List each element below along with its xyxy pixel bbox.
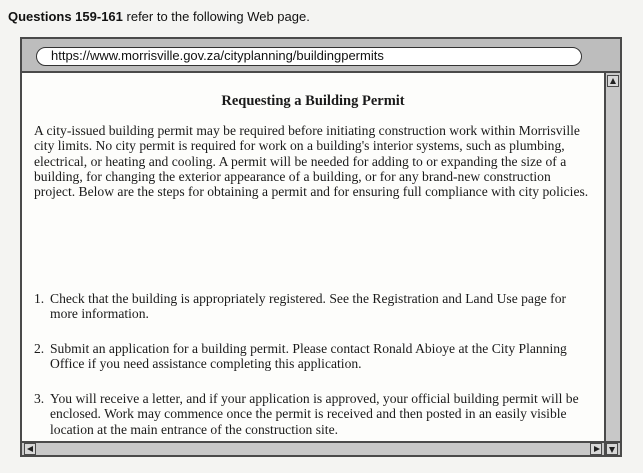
arrow-down-icon: [609, 447, 615, 453]
step-number: 1.: [34, 291, 45, 306]
browser-window: [20, 37, 622, 457]
step-item: [34, 341, 594, 372]
step-text: You will receive a letter, and if your application is approved, your official building permit will be enclosed. Work may commence once the permit is received and then posted in an easily visible location at the main entrance of the construction site.: [50, 391, 579, 437]
scroll-down-button[interactable]: [606, 443, 618, 455]
horizontal-scrollbar[interactable]: [22, 441, 604, 455]
step-number: 2.: [34, 341, 45, 356]
url-bar[interactable]: https://www.morrisville.gov.za/cityplanning/buildingpermits: [36, 47, 582, 66]
arrow-left-icon: [27, 446, 33, 452]
scroll-left-button[interactable]: [24, 443, 36, 455]
arrow-right-icon: [594, 446, 600, 452]
question-instruction: refer to the following Web page.: [126, 9, 310, 24]
step-text: Submit an application for a building permit. Please contact Ronald Abioye at the City Planning Office if you need assistance completing this application.: [50, 341, 567, 372]
intro-paragraph: A city-issued building permit may be required before initiating construction work within Morrisville city limits. No city permit is required for work on a building's interior systems, such as plumbing, electrical, or heating and cooling. A permit will be needed for adding to or expanding the size of a building, for changing the exterior appearance of a building, or for any brand-new construction project. Below are the steps for obtaining a permit and for ensuring full compliance with city policies.: [34, 123, 589, 200]
scroll-right-button[interactable]: [590, 443, 602, 455]
vertical-scrollbar[interactable]: [604, 73, 620, 443]
step-text: Check that the building is appropriately registered. See the Registration and Land Use page for more information.: [50, 291, 567, 322]
scroll-up-button[interactable]: [607, 75, 619, 87]
page-title: Requesting a Building Permit: [221, 93, 405, 109]
step-item: [34, 391, 594, 437]
question-reference: Questions 159-161: [8, 9, 123, 24]
arrow-up-icon: [610, 78, 616, 84]
question-header: [8, 9, 310, 24]
scrollbar-corner: [604, 441, 620, 455]
step-number: 3.: [34, 391, 45, 406]
browser-toolbar: [22, 39, 620, 73]
step-item: [34, 291, 594, 322]
page-content: [22, 73, 604, 443]
